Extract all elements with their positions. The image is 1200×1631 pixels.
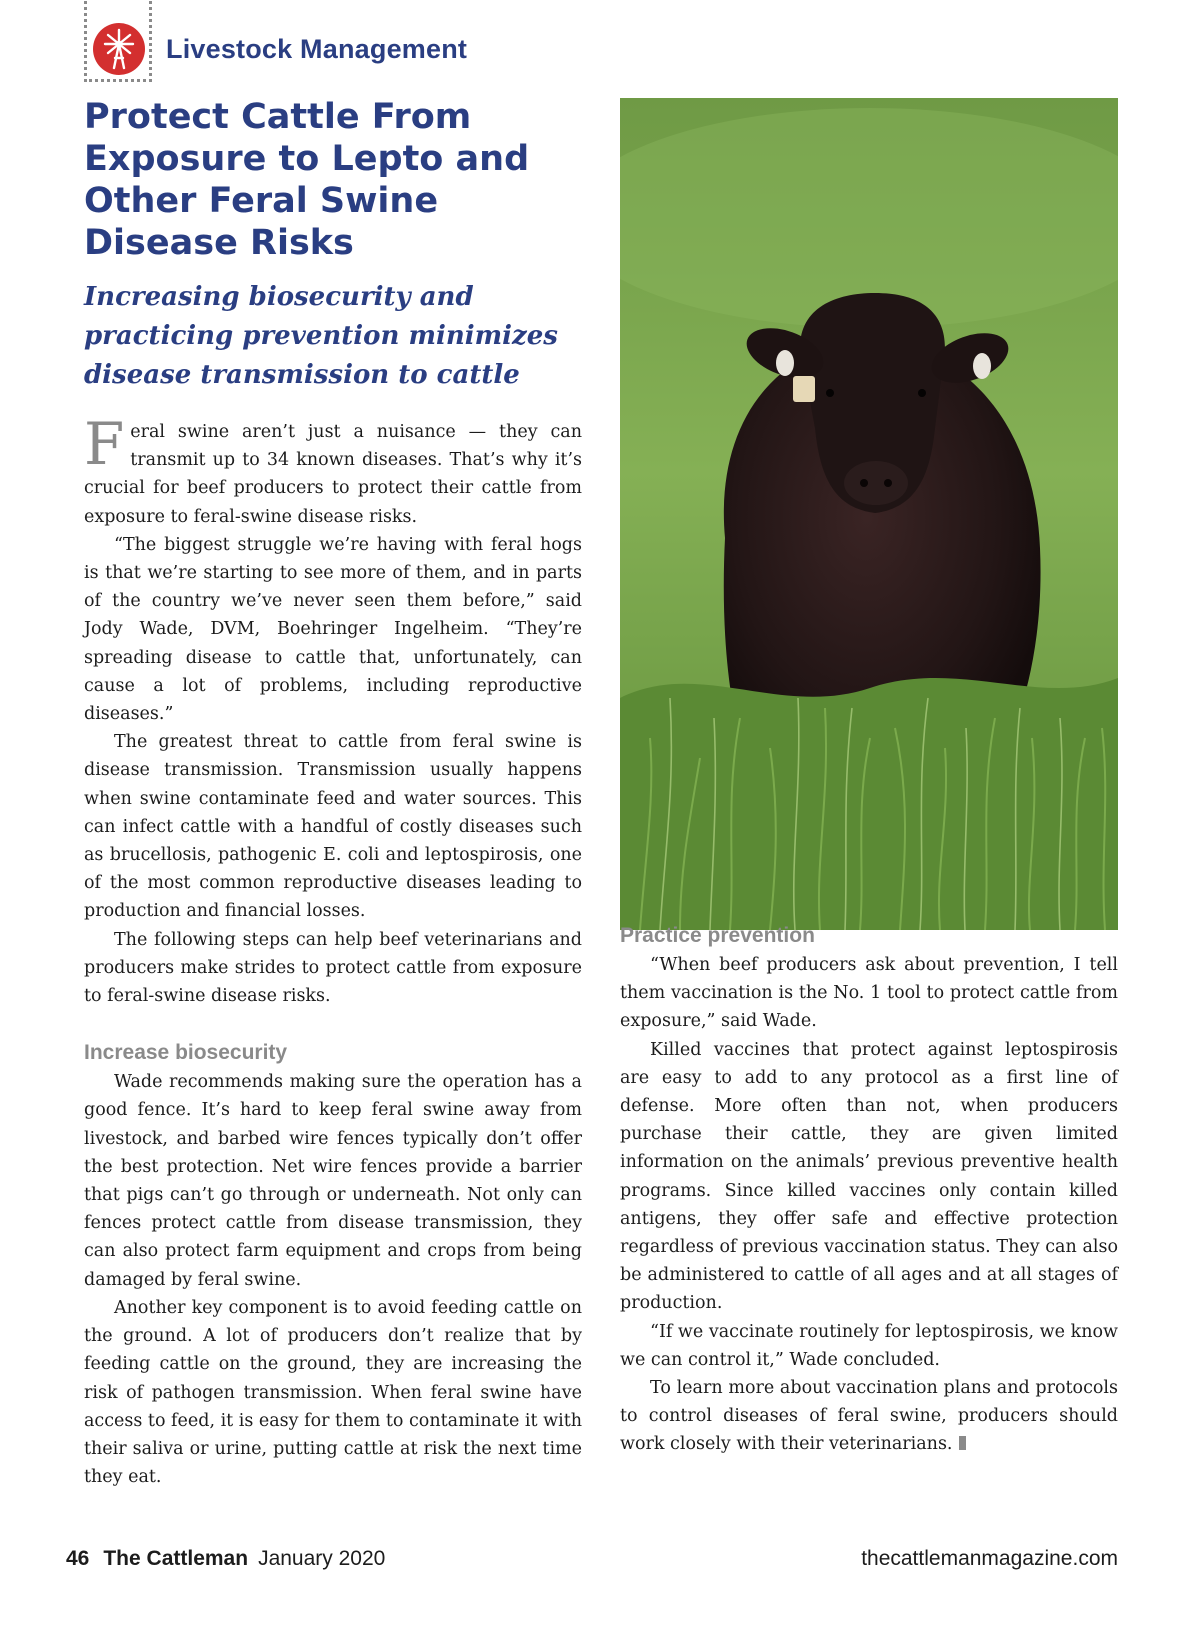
page-number: 46 [66,1547,90,1570]
article-title: Protect Cattle From Exposure to Lepto and Other Feral Swine Disease Risks [84,97,530,263]
magazine-url: thecattlemanmagazine.com [861,1547,1118,1570]
issue-date: January 2020 [258,1547,386,1570]
body-paragraph: “The biggest struggle we’re having with feral hogs is that we’re starting to see more of them, and in parts of the country we’ve never seen them before,” said Jody Wade, DVM, Boehringer Ingelheim. “They’re spreading disease to cattle that, unfortunately, can cause a lot of problems, including reproductive diseases.” [84,534,582,725]
magazine-name: The Cattleman [103,1547,249,1570]
closing-paragraph-text: To learn more about vaccination plans and protocols to control diseases of feral swine, producers should work closely with their veterinarians. [620,1378,1118,1455]
body-paragraph: “If we vaccinate routinely for leptospirosis, we know we can control it,” Wade concluded. [620,1321,1118,1370]
section-label: Livestock Management [166,34,468,64]
body-column-left [84,410,582,1491]
body-column-right [620,924,1118,1459]
page-footer [66,1547,1118,1571]
intro-paragraph [84,410,582,531]
end-mark-icon [959,1436,966,1450]
cow-photo [620,98,1118,930]
section-heading-prevention: Practice prevention [620,924,815,947]
body-paragraph: The following steps can help beef veterinarians and producers make strides to protect cattle from exposure to feral-swine disease risks. [84,929,582,1007]
windmill-icon [92,22,146,76]
section-heading-biosecurity: Increase biosecurity [84,1041,288,1065]
body-paragraph: Another key component is to avoid feeding cattle on the ground. A lot of producers don’t realize that by feeding cattle on the ground, they are increasing the risk of pathogen transmission. When feral swine have access to feed, it is easy for them to contaminate it with their saliva or urine, putting cattle at risk the next time they eat. [84,1297,582,1488]
intro-paragraph-text: eral swine aren’t just a nuisance — they can transmit up to 34 known diseases. That’s why it’s crucial for beef producers to protect their cattle from exposure to feral-swine disease risks. [84,422,582,527]
body-paragraph [620,1374,1118,1459]
cow-in-grass-image [620,98,1118,930]
body-paragraph: Killed vaccines that protect against leptospirosis are easy to add to any protocol as a first line of defense. More often than not, when producers purchase their cattle, they are given limited information on the animals’ previous preventive health programs. Since killed vaccines only contain killed antigens, they offer safe and effective protection regardless of previous vaccination status. They can also be administered to cattle of all ages and at all stages of production. [620,1039,1118,1314]
body-paragraph: Wade recommends making sure the operation has a good fence. It’s hard to keep feral swine away from livestock, and barbed wire fences typically don’t offer the best protection. Net wire fences provide a barrier that pigs can’t go through or underneath. Not only can fences protect cattle from disease transmission, they can also protect farm equipment and crops from being damaged by feral swine. [84,1072,582,1290]
drop-cap: F [84,410,125,478]
article-subtitle: Increasing biosecurity and practicing prevention minimizes disease transmission to cattle [84,282,558,390]
body-paragraph: “When beef producers ask about prevention, I tell them vaccination is the No. 1 tool to protect cattle from exposure,” said Wade. [620,955,1118,1032]
body-paragraph: The greatest threat to cattle from feral swine is disease transmission. Transmission usually happens when swine contaminate feed and water sources. This can infect cattle with a handful of costly diseases such as brucellosis, pathogenic E. coli and leptospirosis, one of the most common reproductive diseases leading to production and financial losses. [84,732,582,922]
